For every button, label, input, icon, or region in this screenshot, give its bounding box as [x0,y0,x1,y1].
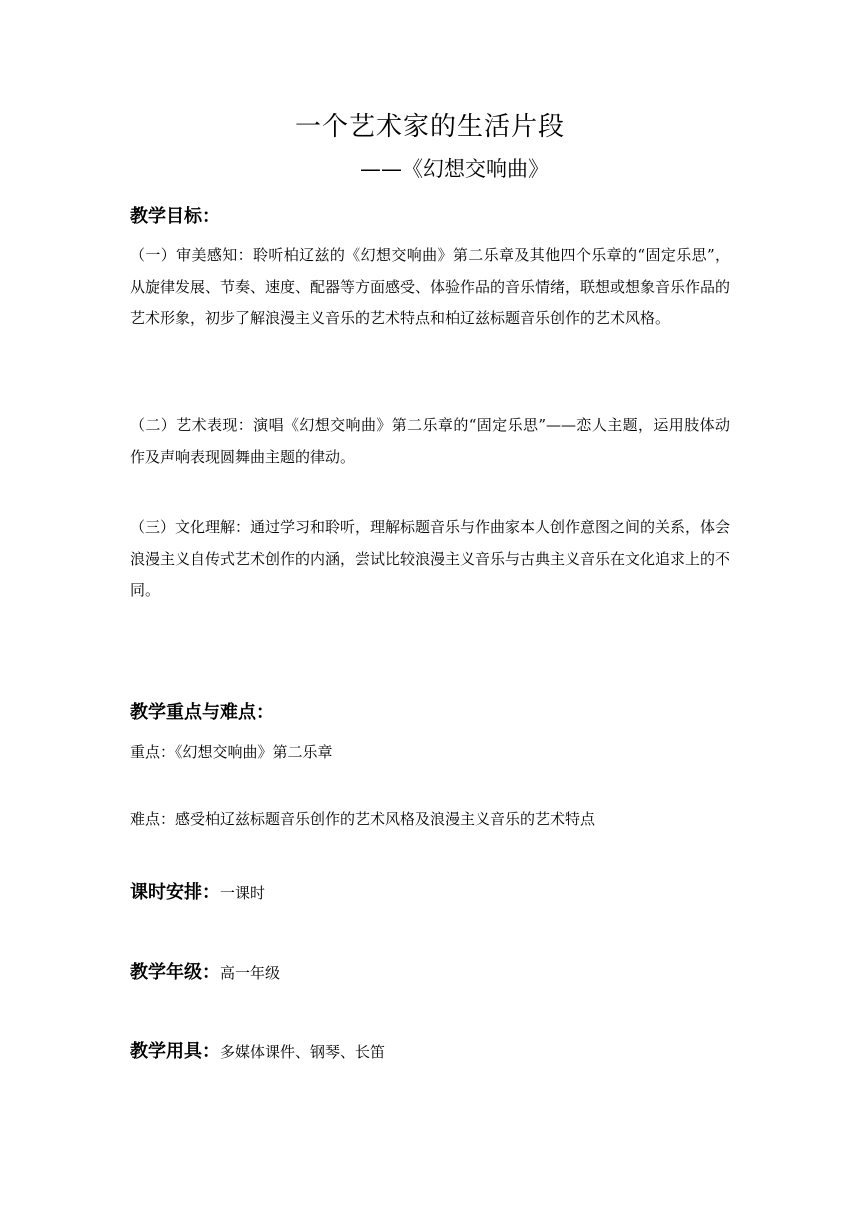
objective-paragraph-1: （一）审美感知：聆听柏辽兹的《幻想交响曲》第二乐章及其他四个乐章的“固定乐思”，从旋律发展、节奏、速度、配器等方面感受、体验作品的音乐情绪，联想或想象音乐作品的艺术形象，初步了解浪漫主义音乐的艺术特点和柏辽兹标题音乐创作的艺术风格。 [130,246,731,327]
key-point-difficulty: 难点：感受柏辽兹标题音乐创作的艺术风格及浪漫主义音乐的艺术特点 [130,810,596,828]
document-title: 一个艺术家的生活片段 [294,112,565,142]
objectives-heading: 教学目标： [130,206,220,227]
tools-value: 多媒体课件、钢琴、长笛 [220,1043,386,1061]
grade-value: 高一年级 [220,964,281,982]
schedule-row [130,880,265,906]
key-points-heading: 教学重点与难点： [130,702,274,723]
schedule-label: 课时安排： [130,882,220,903]
objective-paragraph-2: （二）艺术表现：演唱《幻想交响曲》第二乐章的“固定乐思”——恋人主题，运用肢体动作及声响表现圆舞曲主题的律动。 [130,416,730,466]
tools-row [130,1039,385,1065]
tools-label: 教学用具： [130,1041,220,1062]
grade-row [130,960,280,986]
document-subtitle: ——《幻想交响曲》 [360,157,549,181]
key-point-focus: 重点：《幻想交响曲》第二乐章 [130,743,333,761]
grade-label: 教学年级： [130,962,220,983]
schedule-value: 一课时 [220,884,266,902]
objective-paragraph-3: （三）文化理解：通过学习和聆听，理解标题音乐与作曲家本人创作意图之间的关系，体会浪漫主义自传式艺术创作的内涵，尝试比较浪漫主义音乐与古典主义音乐在文化追求上的不同。 [130,518,731,599]
